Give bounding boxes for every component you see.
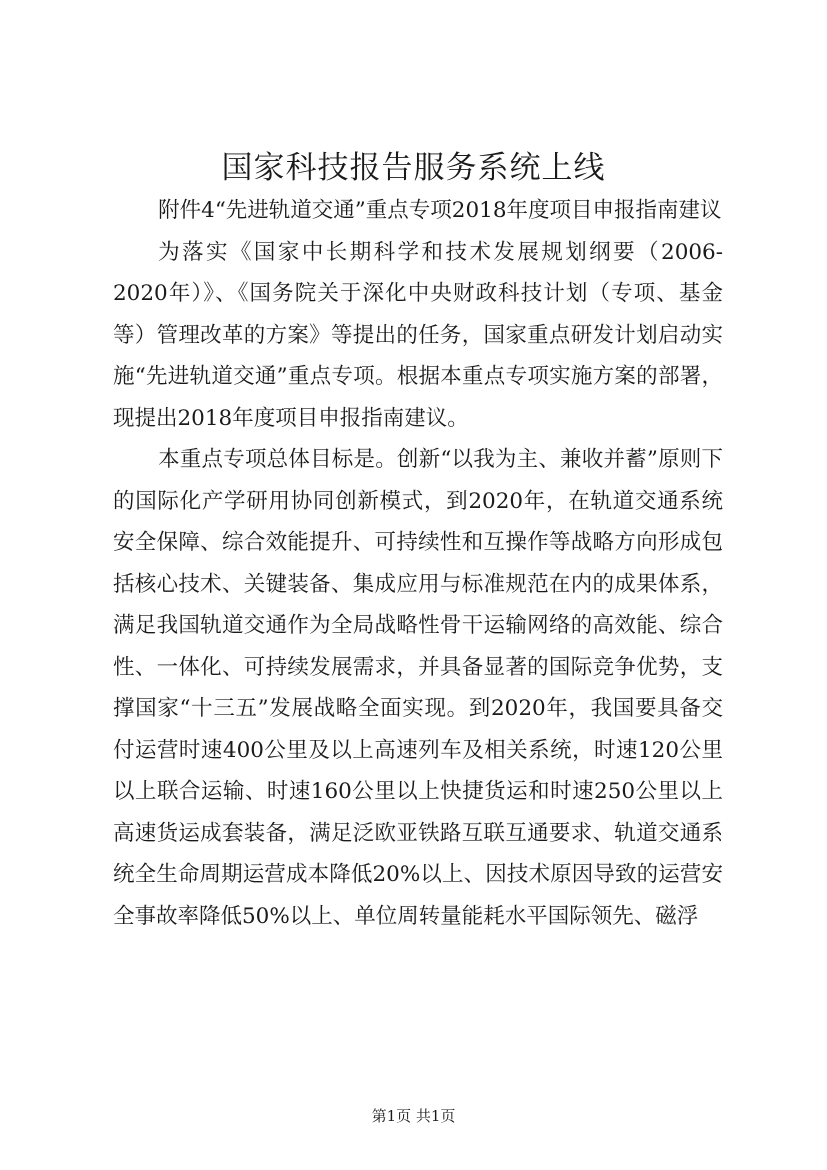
document-title: 国家科技报告服务系统上线 bbox=[221, 150, 606, 186]
attachment-heading-paragraph: 附件4“先进轨道交通”重点专项2018年度项目申报指南建议 bbox=[158, 198, 722, 223]
document-body bbox=[113, 190, 723, 937]
objective-paragraph: 本重点专项总体目标是。创新“以我为主、兼收并蓄”原则下的国际化产学研用协同创新模式，到2020年，在轨道交通系统安全保障、综合效能提升、可持续性和互操作等战略方向形成包括核心技术、关键装备、集成应用与标准规范在内的成果体系，满足我国轨道交通作为全局战略性骨干运输网络的高效能、综合性、一体化、可持续发展需求，并具备显著的国际竞争优势，支撑国家“十三五”发展战略全面实现。到2020年，我国要具备交付运营时速400公里及以上高速列车及相关系统，时速120公里以上联合运输、时速160公里以上快捷货运和时速250公里以上高速货运成套装备，满足泛欧亚铁路互联互通要求、轨道交通系统全生命周期运营成本降低20%以上、因技术原因导致的运营安全事故率降低50%以上、单位周转量能耗水平国际领先、磁浮 bbox=[113, 447, 723, 929]
page-number-footer: 第1页 共1页 bbox=[371, 1107, 456, 1125]
intro-paragraph: 为落实《国家中长期科学和技术发展规划纲要（2006-2020年）》、《国务院关于深化中央财政科技计划（专项、基金等）管理改革的方案》等提出的任务，国家重点研发计划启动实施“先进轨道交通”重点专项。根据本重点专项实施方案的部署，现提出2018年度项目申报指南建议。 bbox=[113, 239, 723, 431]
